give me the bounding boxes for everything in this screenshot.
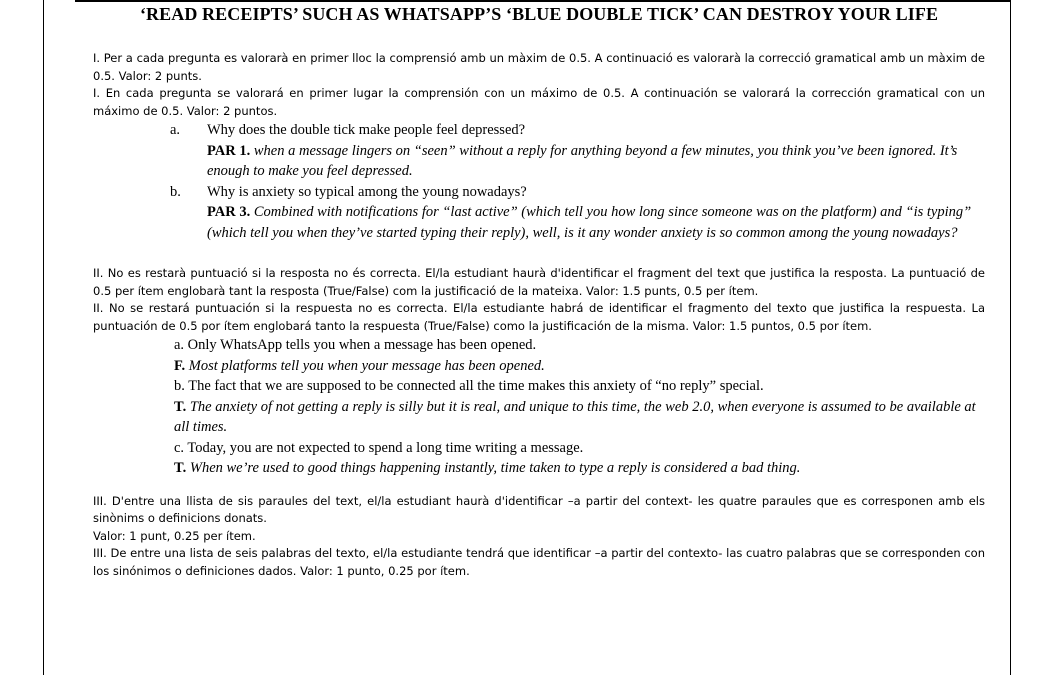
section-3-instructions-ca: III. D'entre una llista de sis paraules del text, el/la estudiant haurà d'identificar –a partir del context- les quatre paraules que es corresponen amb els sinònims o definicions donats. xyxy=(93,493,985,525)
page-border-left xyxy=(43,0,44,675)
true-false-answer: T. xyxy=(174,460,187,476)
answer-text: when a message lingers on “seen” without a reply for anything beyond a few minutes, you think you’ve been ignored. It’s enough to make you feel depressed. xyxy=(207,142,958,179)
section-1-instructions-es: I. En cada pregunta se valorará en primer lugar la comprensión con un máximo de 0.5. A continuación se valorará la corrección gramatical con un máximo de 0.5. Valor: 2 puntos. xyxy=(93,86,985,118)
page-border-top xyxy=(75,0,1011,2)
justification: When we’re used to good things happening instantly, time taken to type a reply is considered a bad thing. xyxy=(189,460,801,476)
section-2 xyxy=(93,265,985,479)
section-3 xyxy=(93,493,985,581)
statement: a. Only WhatsApp tells you when a message has been opened. xyxy=(174,337,537,353)
statement: b. The fact that we are supposed to be connected all the time makes this anxiety of “no reply” special. xyxy=(174,378,764,394)
section-1 xyxy=(93,50,985,243)
answer-b xyxy=(93,202,985,243)
section-2-instructions-ca: II. No es restarà puntuació si la resposta no és correcta. El/la estudiant haurà d'identificar el fragment del text que justifica la resposta. La puntuació de 0.5 per ítem englobarà tant la resposta (True/False) com la justificació de la mateixa. Valor: 1.5 punts, 0.5 per ítem. xyxy=(93,266,985,298)
question-letter: a. xyxy=(170,122,181,138)
document-title: ‘READ RECEIPTS’ SUCH AS WHATSAPP’S ‘BLUE DOUBLE TICK’ CAN DESTROY YOUR LIFE xyxy=(139,4,939,24)
answer-text: Combined with notifications for “last active” (which tell you how long since someone was on the platform) and “is typing” (which tell you when they’ve started typing their reply), well, is it any wonder anxiety is so common among the young nowadays? xyxy=(207,204,972,241)
true-false-item-b xyxy=(93,376,985,438)
paragraph-reference: PAR 3. xyxy=(207,204,251,220)
true-false-answer: F. xyxy=(174,357,186,374)
section-3-value-ca: Valor: 1 punt, 0.25 per ítem. xyxy=(93,528,256,543)
document-page xyxy=(93,4,985,580)
justification: The anxiety of not getting a reply is silly but it is real, and unique to this time, the web 2.0, when everyone is assumed to be available at all times. xyxy=(174,398,976,435)
true-false-answer: T. xyxy=(174,398,187,415)
true-false-item-a xyxy=(93,335,985,376)
page-border-right xyxy=(1010,0,1011,675)
question-text: Why is anxiety so typical among the young nowadays? xyxy=(207,183,527,200)
section-1-instructions-ca: I. Per a cada pregunta es valorarà en primer lloc la comprensió amb un màxim de 0.5. A continuació es valorarà la correcció gramatical amb un màxim de 0.5. Valor: 2 punts. xyxy=(93,51,985,83)
true-false-item-c xyxy=(93,438,985,479)
justification: Most platforms tell you when your message has been opened. xyxy=(188,357,545,374)
answer-a xyxy=(93,141,985,182)
statement: c. Today, you are not expected to spend a long time writing a message. xyxy=(174,439,584,456)
question-a xyxy=(93,120,985,141)
question-letter: b. xyxy=(170,183,181,200)
section-3-instructions-es: III. De entre una lista de seis palabras del texto, el/la estudiante tendrá que identificar –a partir del contexto- las cuatro palabras que se corresponden con los sinónimos o definiciones dados. Valor: 1 punto, 0.25 por ítem. xyxy=(93,546,985,578)
question-b xyxy=(93,182,985,203)
paragraph-reference: PAR 1. xyxy=(207,142,251,159)
question-text: Why does the double tick make people feel depressed? xyxy=(207,122,526,138)
section-2-instructions-es: II. No se restará puntuación si la respuesta no es correcta. El/la estudiante habrá de identificar el fragmento del texto que justifica la respuesta. La puntuación de 0.5 por ítem englobará tanto la respuesta (True/False) como la justificación de la misma. Valor: 1.5 puntos, 0.5 por ítem. xyxy=(93,301,985,333)
